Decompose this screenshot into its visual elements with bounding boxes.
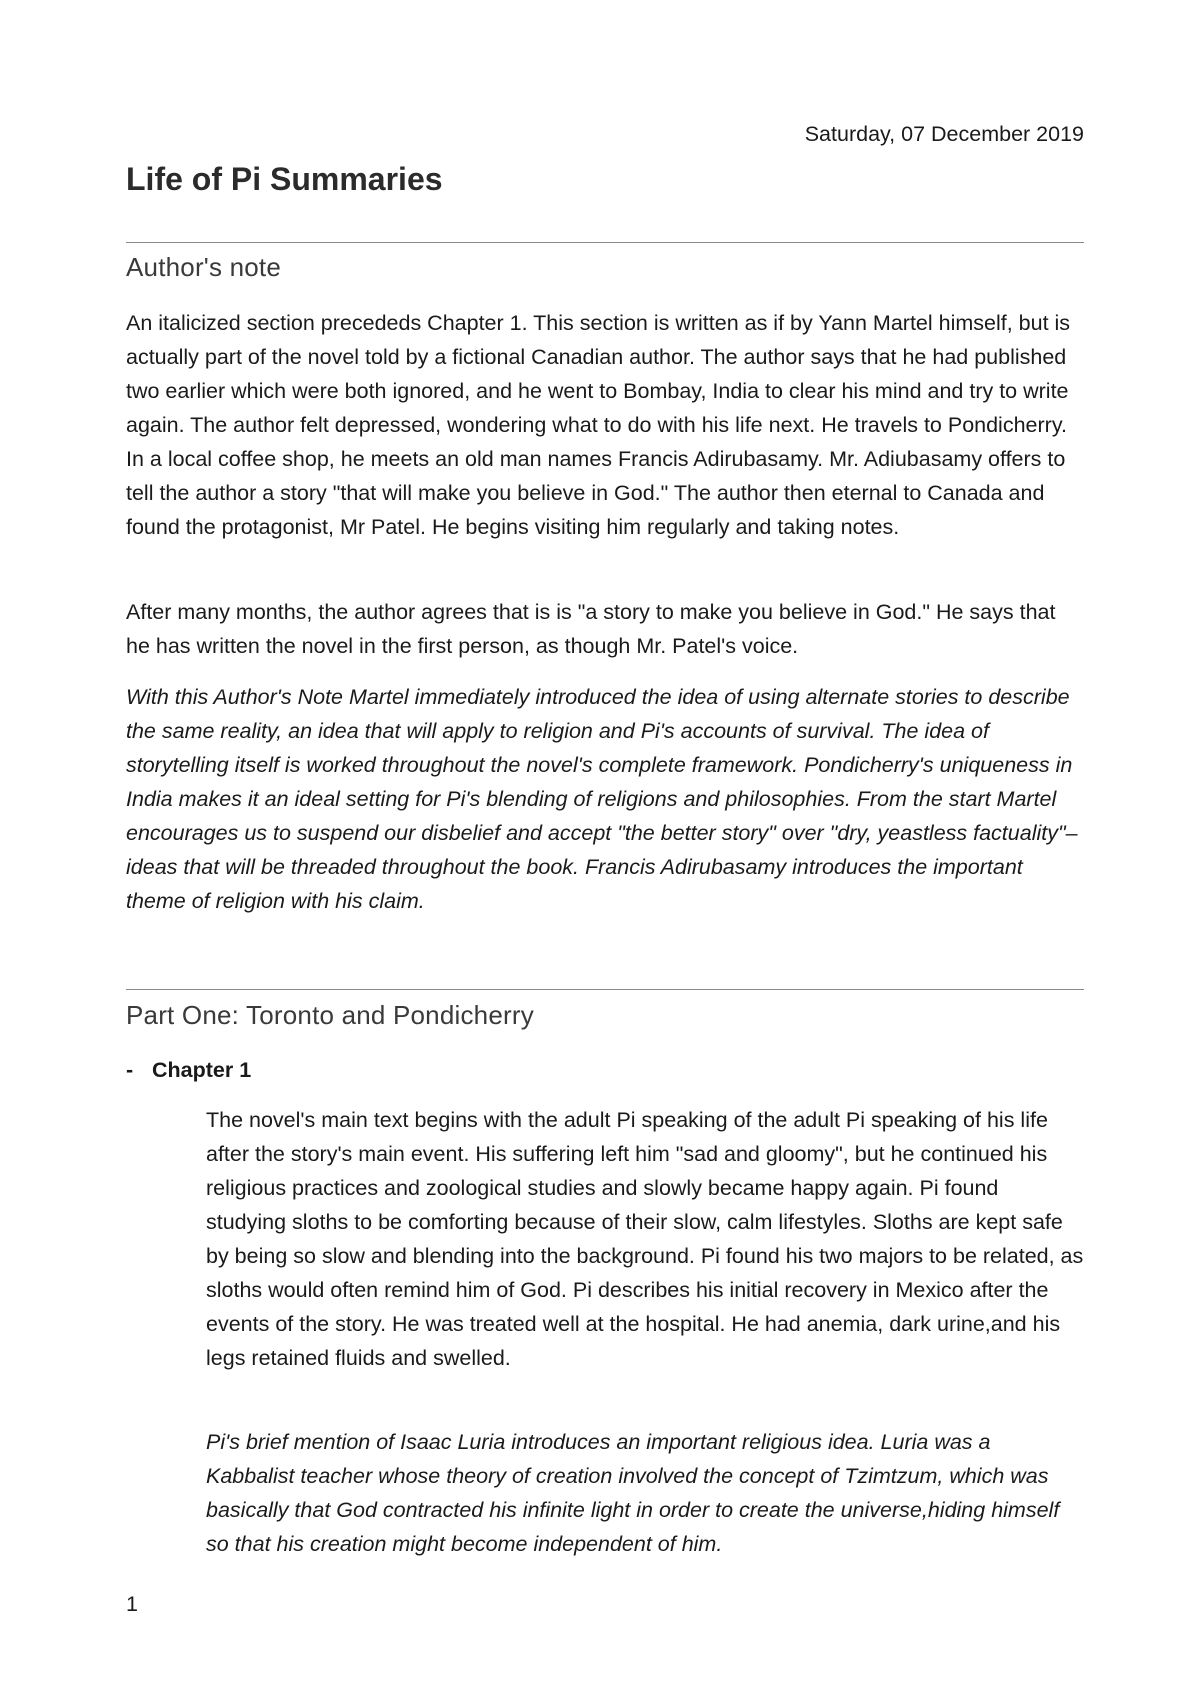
paragraph-authors-note-analysis: With this Author's Note Martel immediately introduced the idea of using alternate stories to describe the same reality, an idea that will apply to religion and Pi's accounts of survival. The idea of storytelling itself is worked throughout the novel's complete framework. Pondicherry's uniqueness in India makes it an ideal setting for Pi's blending of religions and philosophies. From the start Martel encourages us to suspend our disbelief and accept "the better story" over "dry, yeastless factuality"– ideas that will be threaded throughout the book. Francis Adirubasamy introduces the important theme of religion with his claim. (126, 685, 1078, 913)
section-heading-authors-note: Author's note (126, 252, 281, 282)
paragraph-chapter-1-analysis: Pi's brief mention of Isaac Luria introduces an important religious idea. Luria was a Kabbalist teacher whose theory of creation involved the concept of Tzimtzum, which was basically that God contracted his infinite light in order to create the universe,hiding himself so that his creation might become independent of him. (206, 1430, 1060, 1556)
document-page (126, 0, 1084, 1698)
section-heading-part-one: Part One: Toronto and Pondicherry (126, 1000, 534, 1030)
chapter-label: Chapter 1 (152, 1058, 252, 1082)
page-number: 1 (126, 1592, 138, 1616)
paragraph-chapter-1-summary: The novel's main text begins with the adult Pi speaking of the adult Pi speaking of his life after the story's main event. His suffering left him "sad and gloomy", but he continued his religious practices and zoological studies and slowly became happy again. Pi found studying sloths to be comforting because of their slow, calm lifestyles. Sloths are kept safe by being so slow and blending into the background. Pi found his two majors to be related, as sloths would often remind him of God. Pi describes his initial recovery in Mexico after the events of the story. He was treated well at the hospital. He had anemia, dark urine,and his legs retained fluids and swelled. (206, 1108, 1084, 1370)
paragraph-authors-note-conclusion: After many months, the author agrees that is is "a story to make you believe in God." He says that he has written the novel in the first person, as though Mr. Patel's voice. (126, 600, 1056, 658)
document-title: Life of Pi Summaries (126, 161, 443, 197)
bullet-dash: - (126, 1058, 134, 1082)
chapter-list-item (126, 1053, 251, 1087)
document-date: Saturday, 07 December 2019 (804, 122, 1084, 146)
paragraph-authors-note-summary: An italicized section precededs Chapter 1. This section is written as if by Yann Martel himself, but is actually part of the novel told by a fictional Canadian author. The author says that he had published two earlier which were both ignored, and he went to Bombay, India to clear his mind and try to write again. The author felt depressed, wondering what to do with his life next. He travels to Pondicherry. In a local coffee shop, he meets an old man names Francis Adirubasamy. Mr. Adiubasamy offers to tell the author a story "that will make you believe in God." The author then eternal to Canada and found the protagonist, Mr Patel. He begins visiting him regularly and taking notes. (126, 311, 1071, 539)
section-divider (126, 242, 1084, 243)
section-divider (126, 989, 1084, 990)
